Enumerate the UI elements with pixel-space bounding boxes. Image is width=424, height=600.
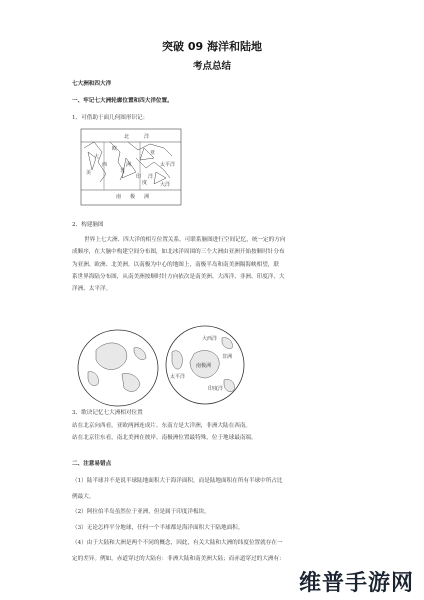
paragraph-line: 站在北京往东看，南北美洲在彼岸。南极洲位置最特殊，位于地球最南端。 [72,435,257,442]
diagram-label: 西 [102,162,108,168]
note-line: 定的差异。例如，赤道穿过的大陆有：非洲大陆和南美洲大陆；而赤道穿过的大洲有： [72,555,285,562]
part1-item: 1、可借助于面几何图形识记： [72,115,149,121]
map-label: 非洲 [222,354,233,360]
diagram-label: 度 [142,180,148,186]
part2-item: 2、构建脑图 [72,222,104,228]
diagram-label: 大 [94,154,100,160]
page-title: 突破 09 海洋和陆地 [162,40,262,53]
diagram-label: 大洋 [160,182,171,188]
watermark: 维普手游网 [298,571,414,596]
notes-list [72,474,285,568]
south-pole-map [164,324,246,406]
diagram-label: 欧 [112,146,118,152]
map-label: 大西洋 [202,336,218,342]
diagram-label: 洋 [144,134,150,140]
diagram-label: 极 [130,194,136,200]
paragraph-line: 系世界海陆分布图，从南美洲按顺时针方向依次是南美洲、大西洋、非洲、印度洋、大 [72,273,285,280]
note-line: （2）阿拉伯半岛虽然位于亚洲，但是属于印度洋板块。 [72,509,210,516]
note-line: （4）由于大陆和大洲是两个不同的概念，因此，有关大陆和大洲的纬度位置就存在一 [72,540,283,547]
section-label: 七大洲和四大洋 [72,81,112,87]
diagram-label: 亚 [150,150,156,156]
diagram-label: 洲 [126,162,132,168]
paragraph-line: 世界上七大洲、四大洋的相互位置关系，可联系脑图进行空间记忆，统一定的方向 [84,237,286,243]
diagram-label: 北 [124,134,130,140]
paragraph-line: 成顺序，在大脑中构建空间分布图，如北冰洋周围的三个大洲由亚洲开始按顺时针分布 [72,249,285,256]
part3-item: 3、歌诀记忆七大洲相对位置 [72,410,143,416]
north-pole-map [76,328,160,408]
part2-paragraph [72,234,285,295]
part1-heading: 一、牢记七大洲轮廓位置和四大洋位置。 [72,98,173,104]
note-line: （3）无论怎样平分地球，任何一个半球都是海洋面积大于陆地面积。 [72,524,244,531]
diagram-label: 洋 [148,174,154,180]
paragraph-line: 为亚洲、欧洲、北美洲。以南极为中心的地图上，南极半岛和南美洲隔海峡相望，联 [72,261,279,268]
diagram-label: 美 [86,170,92,176]
diagram-label: 太平洋 [160,162,176,168]
diagram-label: 洲 [144,194,150,200]
diagram-label: 印 [136,174,142,180]
page-subtitle: 考点总结 [192,61,231,72]
map-label: 印度洋 [208,386,224,392]
paragraph-line: 洋洲、太平洋。 [72,286,112,293]
note-line: （1）陆半球并不是说半球陆地面积大于海洋面积，而是陆地面积在所有半球中所占比 [72,478,283,484]
continent-geometry-diagram [80,128,182,208]
notes-heading: 二、注意易错点 [72,461,112,467]
diagram-label: 南 [116,194,122,200]
map-label: 南极洲 [196,363,212,369]
map-label: 太平洋 [170,374,186,380]
note-line: 例最大。 [72,493,95,500]
part3-paragraph [72,420,257,445]
diagram-label: 非 [120,168,126,174]
paragraph-line: 站在北京向西看，亚欧两洲连成片。东南方是大洋洲，非洲大陆在西南。 [72,423,252,429]
